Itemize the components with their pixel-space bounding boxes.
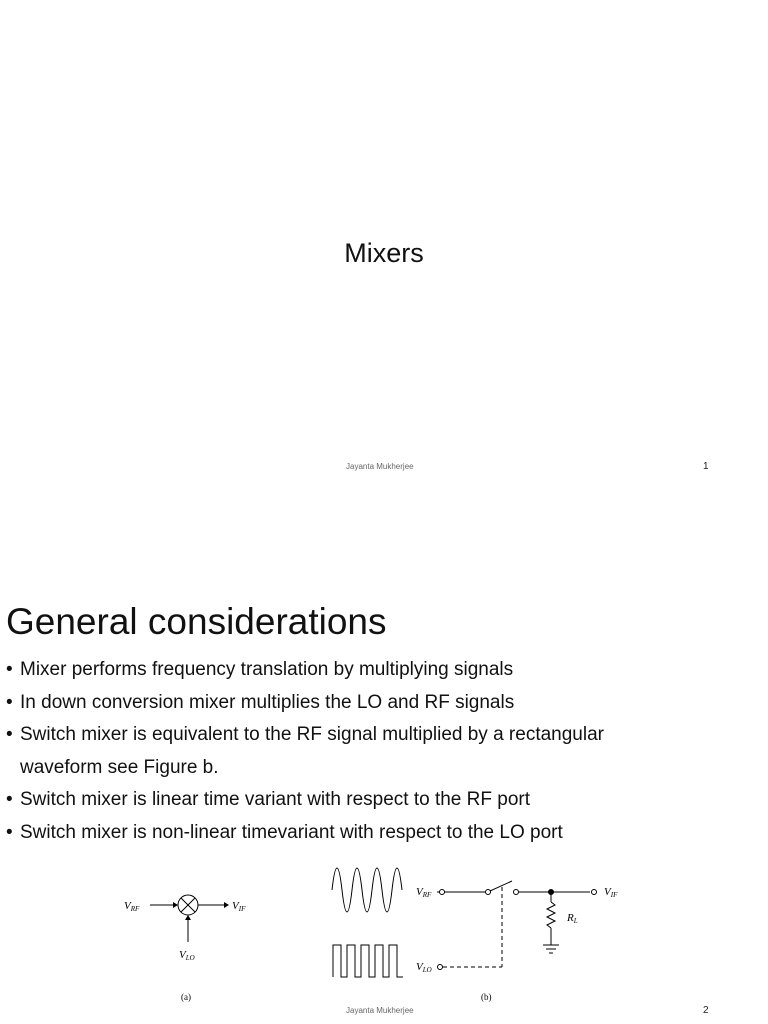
switch-blade <box>490 881 512 891</box>
bullet-item: • Switch mixer is non-linear timevariant with respect to the LO port <box>6 817 756 850</box>
slide-title: General considerations <box>6 601 387 642</box>
bullet-line: waveform see Figure b. <box>20 756 219 778</box>
slide-page-number: 2 <box>703 1005 709 1016</box>
figure-a-caption: (a) <box>181 992 191 1002</box>
bullet-item: • Switch mixer is linear time variant with respect to the RF port <box>6 784 756 817</box>
label-v-if: VIF <box>604 886 618 899</box>
lo-square-waveform <box>333 945 403 977</box>
label-v-rf: VRF <box>416 886 432 899</box>
figure-b <box>0 512 768 1024</box>
slide-footer-author: Jayanta Mukherjee <box>346 462 414 471</box>
slide-title: Mixers <box>344 238 424 268</box>
bullet-item: • Mixer performs frequency translation by multiplying signals <box>6 654 756 687</box>
bullet-item: • In down conversion mixer multiplies the LO and RF signals <box>6 687 756 720</box>
switch-contact-left <box>486 890 491 895</box>
label-v-if: VIF <box>232 900 246 913</box>
label-v-lo: VLO <box>179 949 195 962</box>
label-v-rf: VRF <box>124 900 140 913</box>
junction-node <box>549 890 554 895</box>
rf-sine-waveform <box>332 868 402 912</box>
switch-contact-right <box>514 890 519 895</box>
slide-footer-author: Jayanta Mukherjee <box>346 1006 414 1015</box>
figure-b-caption: (b) <box>481 992 492 1002</box>
label-v-lo: VLO <box>416 961 432 974</box>
slide-2 <box>0 512 768 1024</box>
label-r-l: RL <box>567 912 578 925</box>
bullet-line: Switch mixer is equivalent to the RF signal multiplied by a rectangular <box>20 724 604 745</box>
load-resistor <box>547 902 555 928</box>
slide-page-number: 1 <box>703 461 709 472</box>
